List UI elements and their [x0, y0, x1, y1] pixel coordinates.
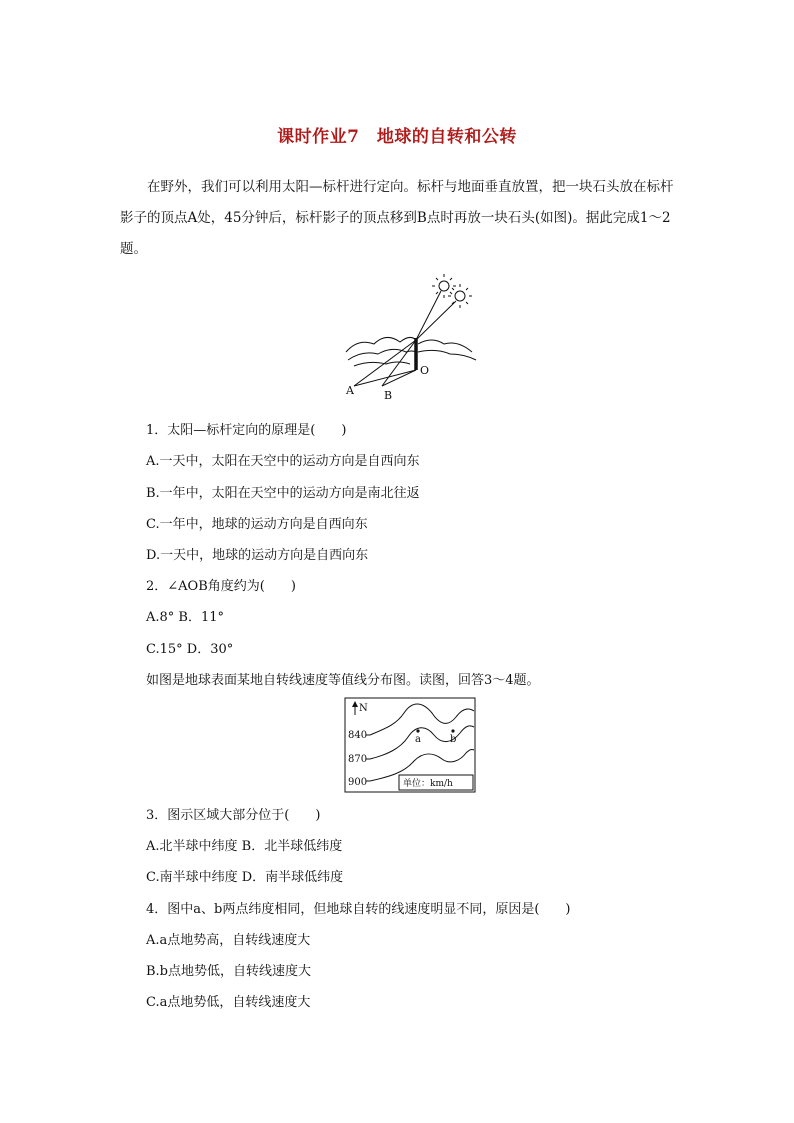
q4-option-b: B.b点地势低，自转线速度大 [146, 964, 312, 979]
q1-option-a: A.一天中，太阳在天空中的运动方向是自西向东 [146, 454, 420, 469]
isoline-870-label: 870 [348, 754, 368, 765]
q3-stem: 3．图示区域大部分位于( ) [146, 808, 321, 823]
q1-option-c: C.一年中，地球的运动方向是自西向东 [146, 517, 368, 532]
q4-option-a: A.a点地势高，自转线速度大 [146, 933, 311, 948]
point-b-dot [451, 729, 454, 732]
point-b-label: b [450, 734, 457, 745]
isoline-figure [344, 697, 476, 793]
q4-stem: 4．图中a、b两点纬度相同，但地球自转的线速度明显不同，原因是( ) [146, 902, 571, 917]
q1-option-d: D.一天中，地球的运动方向是自西向东 [146, 548, 369, 563]
q1-stem: 1．太阳—标杆定向的原理是( ) [146, 423, 347, 438]
label-o: O [420, 364, 430, 377]
unit-label: 单位：km/h [403, 779, 453, 789]
q2-options-ab: A.8° B．11° [146, 610, 225, 625]
sun-icon [448, 284, 472, 308]
q3-options-ab: A.北半球中纬度 B．北半球低纬度 [146, 839, 343, 854]
label-a: A [346, 384, 354, 397]
point-a-label: a [415, 734, 421, 745]
isoline-900-label: 900 [348, 777, 368, 788]
q3-options-cd: C.南半球中纬度 D．南半球低纬度 [146, 870, 344, 885]
sun-pole-figure [340, 272, 480, 402]
q2-stem: 2．∠AOB角度约为( ) [146, 579, 296, 594]
page-title: 课时作业7 地球的自转和公转 [277, 127, 517, 147]
north-label: N [359, 703, 368, 714]
sun-icon [432, 274, 456, 298]
intro-paragraph-2: 如图是地球表面某地自转线速度等值线分布图。读图，回答3～4题。 [146, 673, 540, 688]
q2-options-cd: C.15° D．30° [146, 642, 234, 657]
point-a-dot [416, 729, 419, 732]
isoline-840-label: 840 [348, 730, 368, 741]
q1-option-b: B.一年中，太阳在天空中的运动方向是南北往返 [146, 486, 420, 501]
intro-paragraph-1: 在野外，我们可以利用太阳—标杆进行定向。标杆与地面垂直放置，把一块石头放在标杆影子的顶点A处，45分钟后，标杆影子的顶点移到B点时再放一块石头(如图)。据此完成1～2题。 [120, 179, 674, 257]
label-b: B [384, 389, 393, 402]
q4-option-c: C.a点地势低，自转线速度大 [146, 995, 311, 1010]
